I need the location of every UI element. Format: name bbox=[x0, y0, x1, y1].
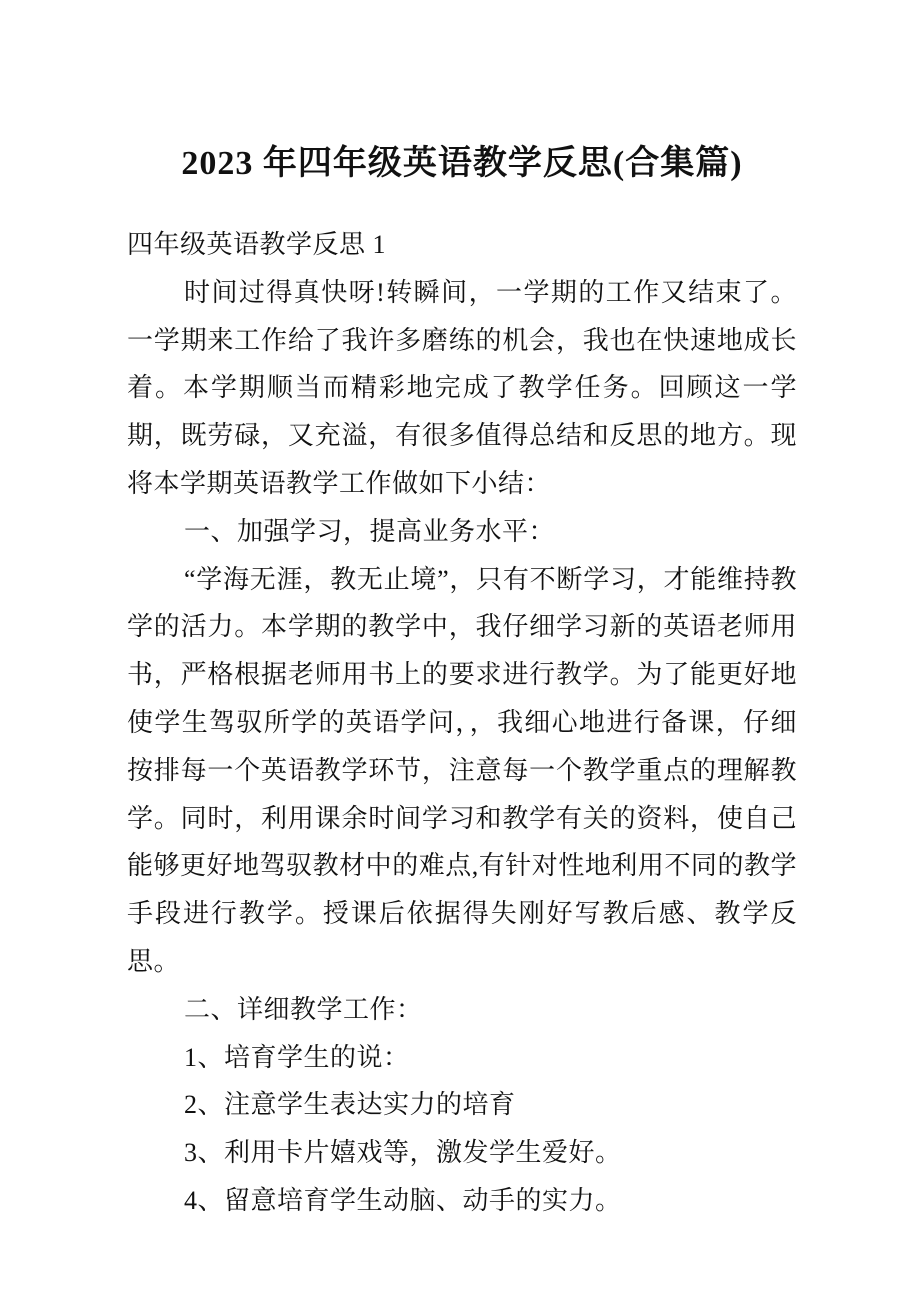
list-item-3: 3、利用卡片嬉戏等，激发学生爱好。 bbox=[184, 1138, 622, 1168]
paragraph-intro: 时间过得真快呀!转瞬间，一学期的工作又结束了。一学期来工作给了我许多磨练的机会，我也在快速地成长着。本学期顺当而精彩地完成了教学任务。回顾这一学期，既劳碌，又充溢，有很多值得总结和反思的地方。现将本学期英语教学工作做如下小结： bbox=[127, 277, 797, 498]
list-item-4: 4、留意培育学生动脑、动手的实力。 bbox=[184, 1185, 622, 1215]
paragraph-learning-detail: “学海无涯，教无止境”，只有不断学习，才能维持教学的活力。本学期的教学中，我仔细学习新的英语老师用书，严格根据老师用书上的要求进行教学。为了能更好地使学生驾驭所学的英语学问，，我细心地进行备课，仔细按排每一个英语教学环节，注意每一个教学重点的理解教学。同时，利用课余时间学习和教学有关的资料，使自己能够更好地驾驭教材中的难点,有针对性地利用不同的教学手段进行教学。授课后依据得失刚好写教后感、教学反思。 bbox=[127, 564, 797, 976]
document-title: 2023 年四年级英语教学反思(合集篇) bbox=[181, 145, 743, 182]
document-body bbox=[127, 221, 797, 1225]
heading-detailed-teaching-work: 二、详细教学工作： bbox=[184, 994, 423, 1024]
list-item-1: 1、培育学生的说： bbox=[184, 1042, 410, 1072]
heading-strengthen-learning: 一、加强学习，提高业务水平： bbox=[184, 516, 556, 546]
section-heading: 四年级英语教学反思 1 bbox=[127, 230, 387, 259]
list-item-2: 2、注意学生表达实力的培育 bbox=[184, 1090, 516, 1120]
